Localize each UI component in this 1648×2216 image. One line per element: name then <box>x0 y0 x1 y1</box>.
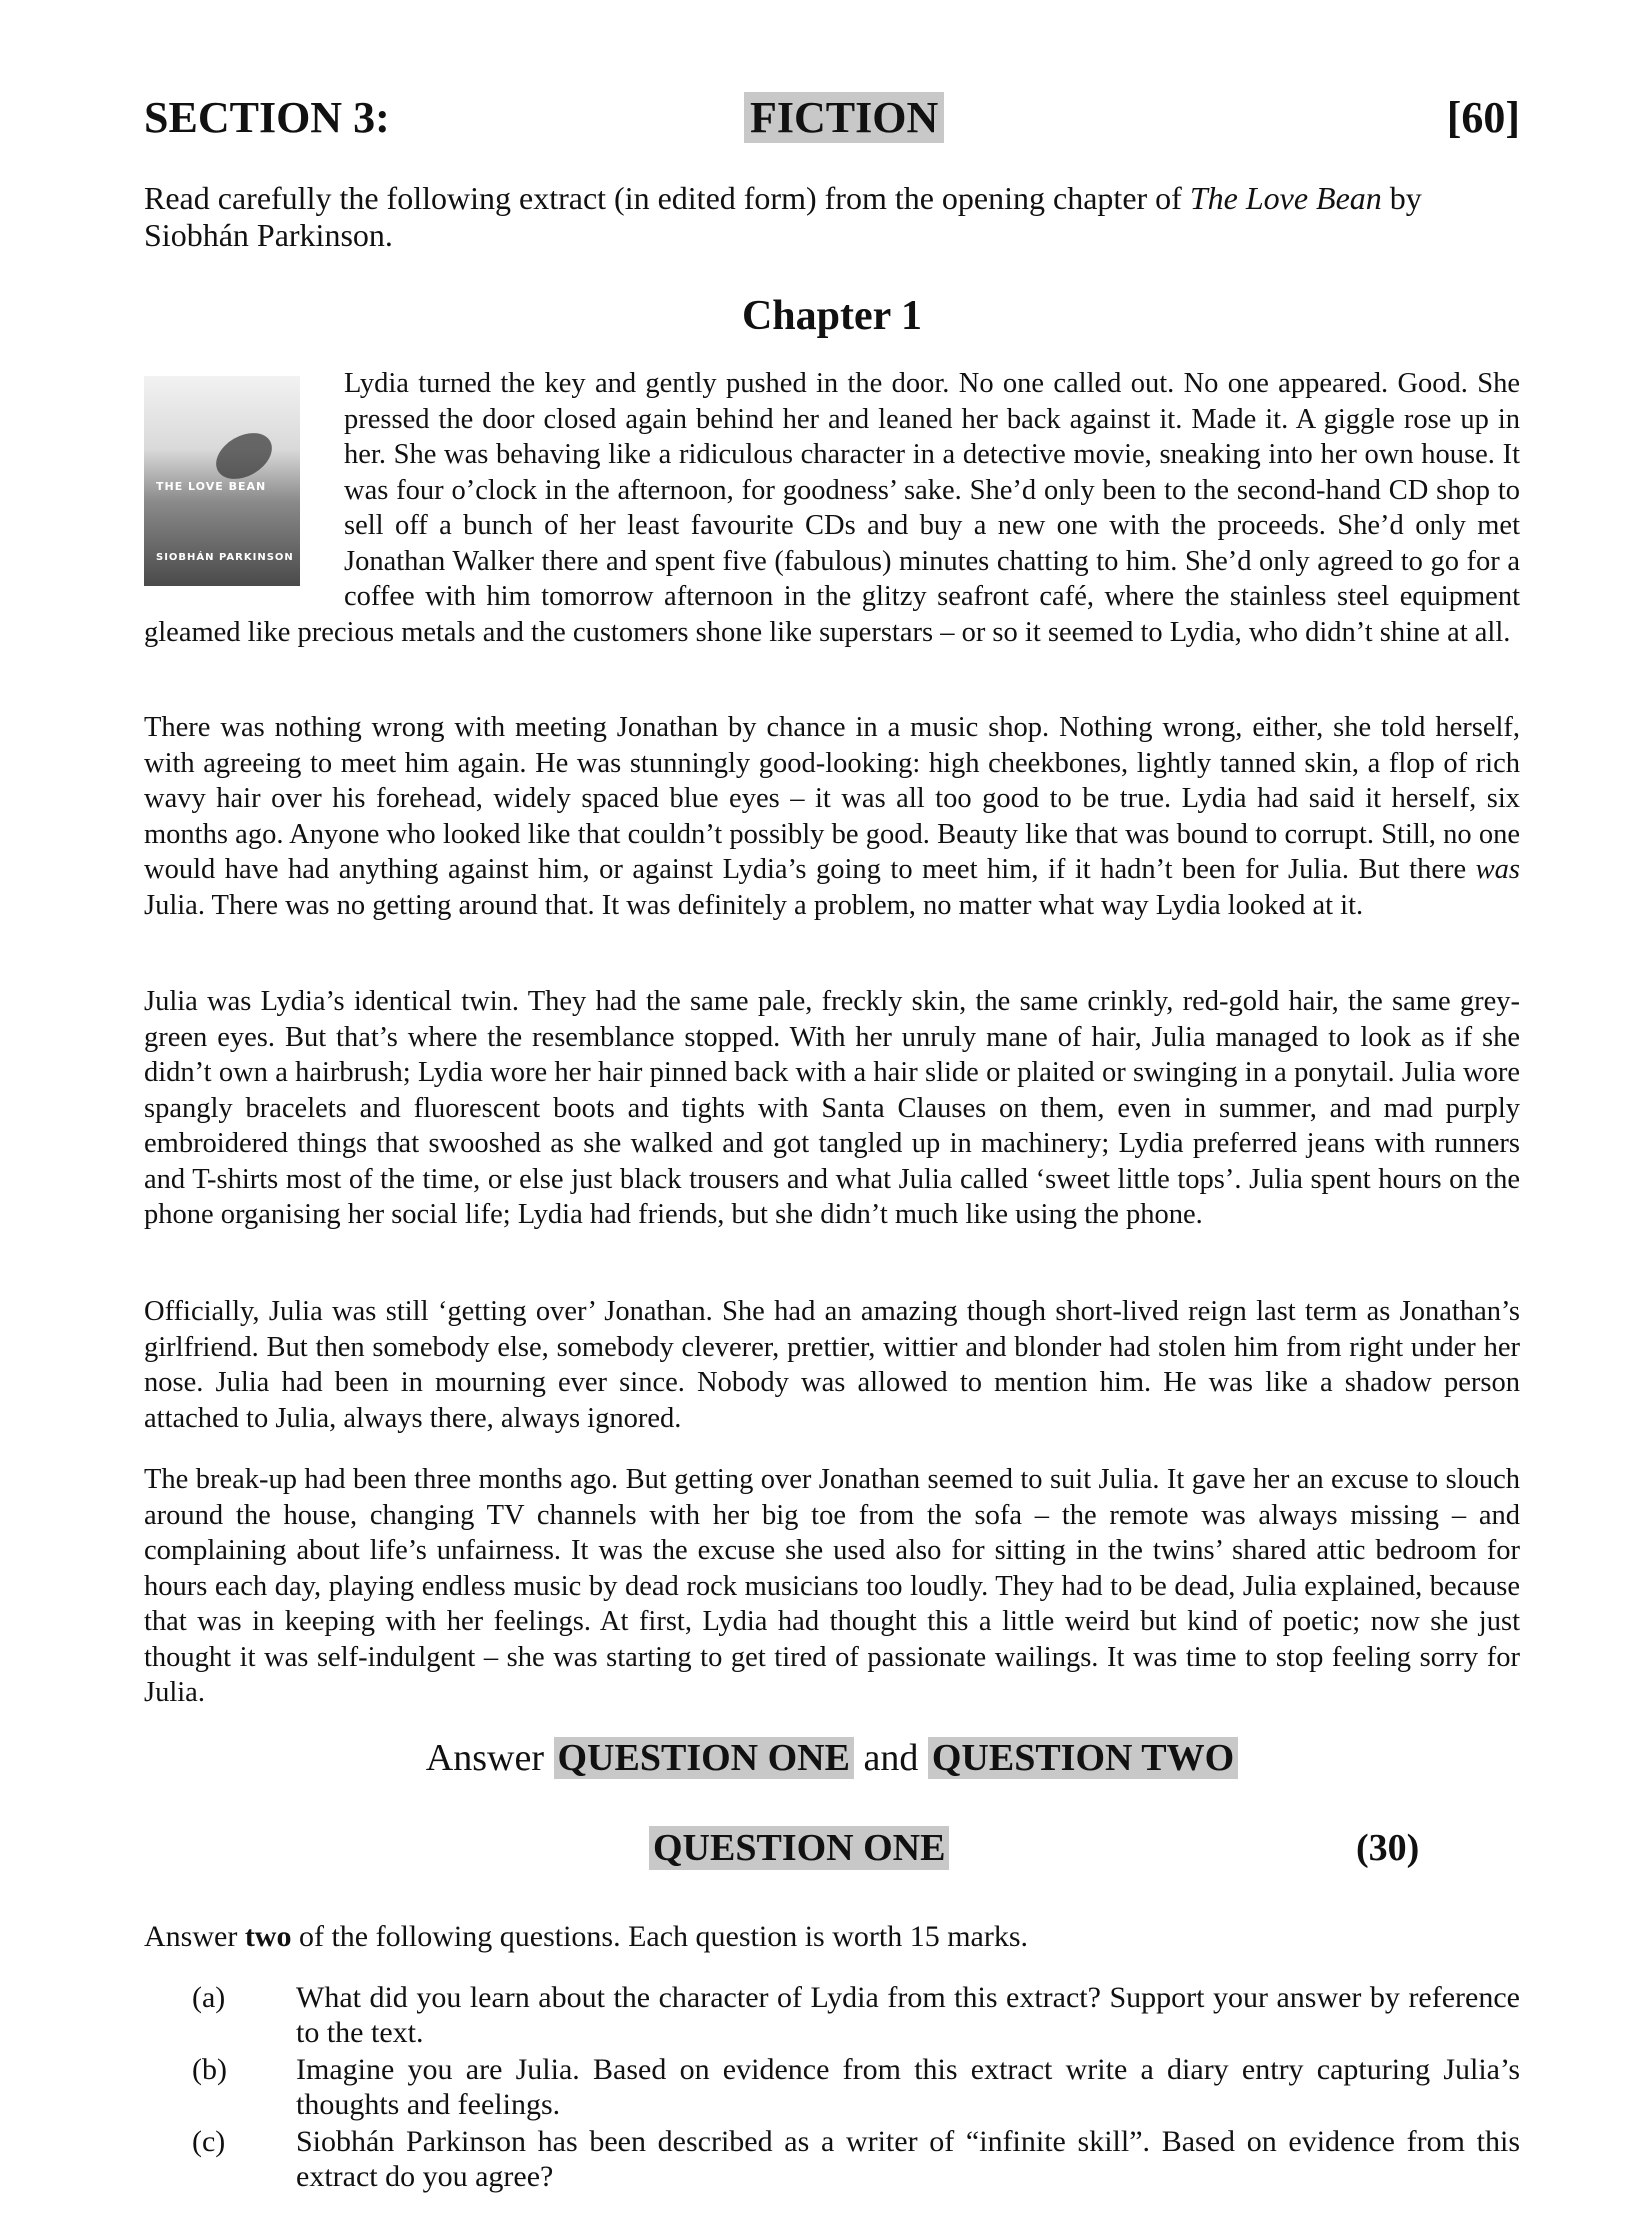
question-item <box>144 1980 1520 2050</box>
question-text: Imagine you are Julia. Based on evidence from this extract write a diary entry capturing Julia’s thoughts and feelings. <box>296 2053 1520 2121</box>
answer-q1: QUESTION ONE <box>554 1737 854 1779</box>
instruction-before: Answer <box>144 1920 245 1953</box>
paragraph-2-after: Julia. There was no getting around that. It was definitely a problem, no matter what way Lydia looked at it. <box>144 889 1364 921</box>
question-one-header <box>144 1826 1520 1876</box>
question-one-instruction <box>144 1920 1520 1954</box>
chapter-heading: Chapter 1 <box>741 293 923 339</box>
question-item <box>144 2052 1520 2122</box>
extract-paragraph-1 <box>144 366 1520 650</box>
section-title: FICTION <box>744 92 944 143</box>
answer-middle: and <box>853 1737 928 1779</box>
answer-q2: QUESTION TWO <box>928 1737 1238 1779</box>
section-header <box>144 92 1520 152</box>
intro-text <box>144 180 1520 254</box>
section-marks: [60] <box>1446 93 1520 142</box>
intro-after: by Siobhán Parkinson. <box>144 180 1422 253</box>
question-label: (a) <box>192 1981 226 2014</box>
paragraph-1-text: Lydia turned the key and gently pushed in the door. No one called out. No one appeared. Good. She pressed the door closed again behind her and leaned her back against it. Made it. A giggle rose up in her. She was behaving like a ridiculous character in a detective movie, sneaking into her own house. It was four o’clock in the afternoon, for goodness’ sake. She’d only been to the second-hand CD shop to sell off a bunch of her least favourite CDs and buy a new one with the proceeds. She’d only met Jonathan Walker there and spent five (fabulous) minutes chatting to him. She’d only agreed to go for a coffee with him tomorrow afternoon in the glitzy seafront café, where the stainless steel equipment gleamed like precious metals and the customers shone like superstars – or so it seemed to Lydia, who didn’t shine at all. <box>144 368 1520 648</box>
question-label: (b) <box>192 2053 227 2086</box>
question-label: (c) <box>192 2125 226 2158</box>
instruction-after: of the following questions. Each question is worth 15 marks. <box>291 1920 1029 1953</box>
question-list <box>144 1980 1520 2196</box>
intro-before: Read carefully the following extract (in edited form) from the opening chapter of <box>144 180 1190 216</box>
question-text: Siobhán Parkinson has been described as a writer of “infinite skill”. Based on evidence from this extract do you agree? <box>296 2125 1520 2193</box>
answer-prefix: Answer <box>425 1737 554 1779</box>
extract-paragraph-2 <box>144 710 1520 923</box>
extract-paragraph-5: The break-up had been three months ago. But getting over Jonathan seemed to suit Julia. It gave her an excuse to slouch around the house, changing TV channels with her big toe from the sofa – the remote was always missing – and complaining about life’s unfairness. It was the excuse she used also for sitting in the twins’ shared attic bedroom for hours each day, playing endless music by dead rock musicians too loudly. They had to be dead, Julia explained, because that was in keeping with her feelings. At first, Lydia had thought this a little weird but kind of poetic; now she just thought it was self-indulgent – she was starting to get tired of passionate wailings. It was time to stop feeling sorry for Julia. <box>144 1464 1520 1708</box>
cover-title: THE LOVE BEAN <box>156 480 267 493</box>
extract-paragraph-4: Officially, Julia was still ‘getting over’ Jonathan. She had an amazing though short-lived reign last term as Jonathan’s girlfriend. But then somebody else, somebody cleverer, prettier, wittier and blonder had stolen him from right under her nose. Julia had been in mourning ever since. Nobody was allowed to mention him. He was like a shadow person attached to Julia, always there, always ignored. <box>144 1296 1520 1434</box>
question-text: What did you learn about the character of Lydia from this extract? Support your answer by reference to the text. <box>296 1981 1520 2049</box>
question-item <box>144 2124 1520 2194</box>
question-one-title: QUESTION ONE <box>649 1826 949 1870</box>
extract-paragraph-3: Julia was Lydia’s identical twin. They had the same pale, freckly skin, the same crinkly, red-gold hair, the same grey-green eyes. But that’s where the resemblance stopped. With her unruly mane of hair, Julia managed to look as if she didn’t own a hairbrush; Lydia wore her hair pinned back with a hair slide or plaited or swinging in a ponytail. Julia wore spangly bracelets and fluorescent boots and tights with Santa Clauses on them, even in summer, and mad purply embroidered things that swooshed as she walked and got tangled up in machinery; Lydia preferred jeans with runners and T-shirts most of the time, or else just black trousers and what Julia called ‘sweet little tops’. Julia spent hours on the phone organising her social life; Lydia had friends, but she didn’t much like using the phone. <box>144 986 1520 1230</box>
book-cover-image <box>144 376 300 586</box>
cover-hand-graphic <box>208 424 280 489</box>
paragraph-2-before: There was nothing wrong with meeting Jonathan by chance in a music shop. Nothing wrong, either, she told herself, with agreeing to meet him again. He was stunningly good-looking: high cheekbones, lightly tanned skin, a flop of rich wavy hair over his forehead, widely spaced blue eyes – it was all too good to be true. Lydia had said it herself, six months ago. Anyone who looked like that couldn’t possibly be good. Beauty like that was bound to corrupt. Still, no one would have had anything against him, or against Lydia’s going to meet him, if it hadn’t been for Julia. But there <box>144 712 1520 885</box>
question-one-marks: (30) <box>1356 1827 1420 1869</box>
paragraph-2-italic: was <box>1475 854 1520 885</box>
cover-author: SIOBHÁN PARKINSON <box>156 552 294 563</box>
instruction-bold: two <box>244 1920 292 1953</box>
book-title: The Love Bean <box>1189 180 1382 216</box>
section-label: SECTION 3: <box>144 93 390 142</box>
answer-instruction <box>144 1736 1520 1780</box>
